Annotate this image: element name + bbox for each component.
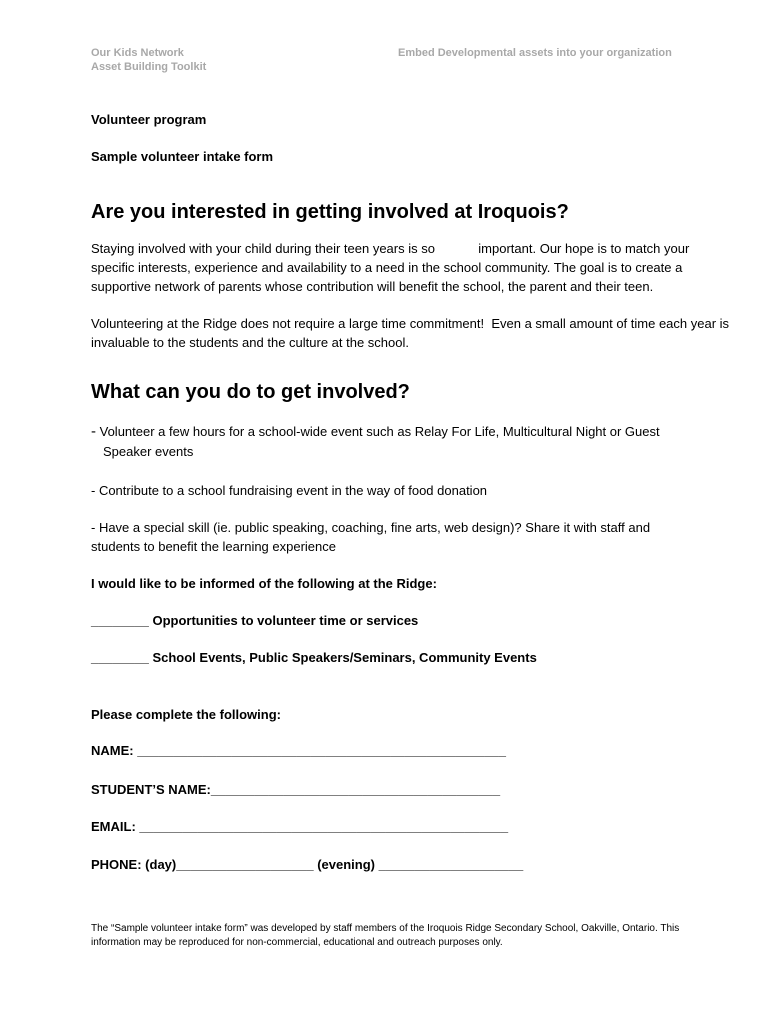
list-item-continuation: Speaker events xyxy=(103,444,194,459)
list-item-text: Volunteer a few hours for a school-wide event such as Relay For Life, Multicultural Night or Guest xyxy=(99,424,660,439)
student-name-field[interactable]: STUDENT’S NAME:________________________________________ xyxy=(91,782,501,797)
list-item: - Contribute to a school fundraising event in the way of food donation xyxy=(91,483,488,498)
list-item: - Have a special skill (ie. public speaking, coaching, fine arts, web design)? Share it with staff and students to benefit the learning experience xyxy=(91,520,654,554)
heading-interest: Are you interested in getting involved at Iroquois? xyxy=(91,201,569,223)
email-field[interactable]: EMAIL: ___________________________________________________ xyxy=(91,819,509,834)
section-title: Volunteer program xyxy=(91,112,207,127)
commitment-paragraph: Volunteering at the Ridge does not require a large time commitment! Even a small amount of time each year is invaluable to the students and the culture at the school. xyxy=(91,316,733,350)
footer-note: The “Sample volunteer intake form” was developed by staff members of the Iroquois Ridge Secondary School, Oakville, Ontario. This information may be reproduced for non-commercial, educational and outreach purposes only. xyxy=(91,923,680,948)
list-item xyxy=(91,422,731,462)
header-organization xyxy=(91,46,206,74)
header-tagline: Embed Developmental assets into your organization xyxy=(398,47,672,59)
bullet-dash: - xyxy=(91,423,96,440)
heading-get-involved: What can you do to get involved? xyxy=(91,381,410,403)
name-field[interactable]: NAME: ___________________________________________________ xyxy=(91,743,506,758)
option-events[interactable]: ________ School Events, Public Speakers/Seminars, Community Events xyxy=(91,650,537,665)
header-org-name: Our Kids Network xyxy=(91,47,184,59)
phone-field[interactable]: PHONE: (day)___________________ (evening) ____________________ xyxy=(91,857,524,872)
option-volunteer[interactable]: ________ Opportunities to volunteer time or services xyxy=(91,613,419,628)
intro-paragraph: Staying involved with your child during their teen years is so important. Our hope is to match your specific interests, experience and availability to a need in the school community. The goal is to create a supportive network of parents whose contribution will benefit the school, the parent and their teen. xyxy=(91,241,693,294)
form-title: Sample volunteer intake form xyxy=(91,149,274,164)
header-toolkit-name: Asset Building Toolkit xyxy=(91,61,207,73)
informed-label: I would like to be informed of the following at the Ridge: xyxy=(91,576,437,591)
complete-label: Please complete the following: xyxy=(91,707,281,722)
